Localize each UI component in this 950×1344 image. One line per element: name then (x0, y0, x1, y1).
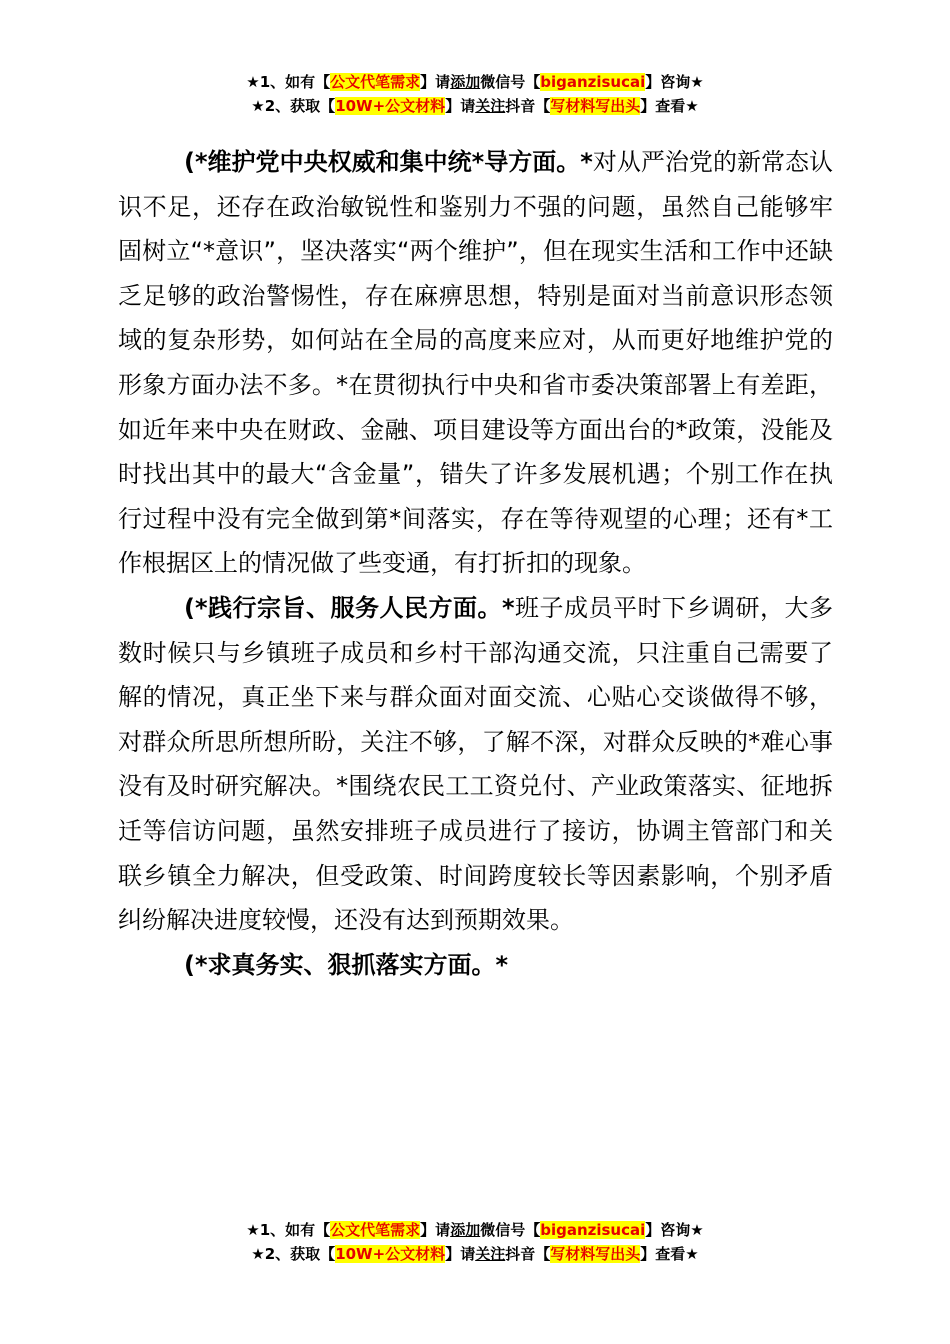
promo-line-2-highlight-douyin: 写材料写出头 (550, 1245, 641, 1263)
paragraph-serve-people (118, 586, 833, 943)
paragraph-heading: (*践行宗旨、服务人民方面。* (184, 593, 515, 622)
promo-line-2-text-2: 抖音【 (505, 1245, 551, 1263)
paragraph-authority (118, 140, 833, 586)
paragraph-text: 班子成员平时下乡调研，大多数时候只与乡镇班子成员和乡村干部沟通交流，只注重自己需要了解的情况，真正坐下来与群众面对面交流、心贴心交谈做得不够，对群众所思所想所盼，关注不够，了解不深，对群众反映的*难心事没有及时研究解决。*围绕农民工工资兑付、产业政策落实、征地拆迁等信访问题，虽然安排班子成员进行了接访，协调主管部门和关联乡镇全力解决，但受政策、时间跨度较长等因素影响，个别矛盾纠纷解决进度较慢，还没有达到预期效果。 (118, 593, 833, 935)
promo-line-1-highlight-service: 公文代笔需求 (330, 1221, 421, 1239)
promo-line-1-text-2: 微信号【 (480, 73, 541, 91)
promo-line-2 (0, 94, 950, 118)
promo-line-2-prefix: ★2、获取【 (251, 97, 336, 115)
promo-line-2-underlined: 关注 (475, 1245, 506, 1263)
promo-line-1 (0, 1218, 950, 1242)
promo-line-2-highlight-materials: 10W+公文材料 (335, 97, 446, 115)
promo-line-2-highlight-materials: 10W+公文材料 (335, 1245, 446, 1263)
promo-line-1-suffix: 】咨询★ (645, 73, 704, 91)
promo-line-2 (0, 1242, 950, 1266)
promo-line-1-suffix: 】咨询★ (645, 1221, 704, 1239)
promo-line-1-text: 】请 (420, 1221, 451, 1239)
paragraph-text: 对从严治党的新常态认识不足，还存在政治敏锐性和鉴别力不强的问题，虽然自己能够牢固树立“*意识”，坚决落实“两个维护”，但在现实生活和工作中还缺乏足够的政治警惕性，存在麻痹思想，特别是面对当前意识形态领域的复杂形势，如何站在全局的高度来应对，从而更好地维护党的形象方面办法不多。*在贯彻执行中央和省市委决策部署上有差距，如近年来中央在财政、金融、项目建设等方面出台的*政策，没能及时找出其中的最大“含金量”，错失了许多发展机遇；个别工作在执行过程中没有完全做到第*间落实，存在等待观望的心理；还有*工作根据区上的情况做了些变通，有打折扣的现象。 (118, 148, 833, 578)
promo-line-1-prefix: ★1、如有【 (246, 1221, 331, 1239)
promo-line-1-text-2: 微信号【 (480, 1221, 541, 1239)
header-promo-banner (0, 70, 950, 118)
promo-line-1-prefix: ★1、如有【 (246, 73, 331, 91)
promo-line-2-text: 】请 (445, 97, 476, 115)
promo-line-1-text: 】请 (420, 73, 451, 91)
promo-line-2-suffix: 】查看★ (640, 1245, 699, 1263)
paragraph-heading: (*维护党中央权威和集中统*导方面。* (184, 148, 593, 176)
promo-line-1 (0, 70, 950, 94)
promo-line-2-prefix: ★2、获取【 (251, 1245, 336, 1263)
paragraph-implementation (118, 943, 833, 988)
promo-line-1-highlight-wechat: biganzisucai (540, 1221, 646, 1239)
promo-line-2-underlined: 关注 (475, 97, 506, 115)
promo-line-2-suffix: 】查看★ (640, 97, 699, 115)
promo-line-2-text-2: 抖音【 (505, 97, 551, 115)
paragraph-heading: (*求真务实、狠抓落实方面。* (184, 950, 509, 979)
promo-line-1-underlined: 添加 (450, 1221, 481, 1239)
promo-line-1-highlight-wechat: biganzisucai (540, 73, 646, 91)
footer-promo-banner (0, 1218, 950, 1266)
promo-line-1-underlined: 添加 (450, 73, 481, 91)
promo-line-2-text: 】请 (445, 1245, 476, 1263)
document-body (118, 140, 833, 987)
promo-line-1-highlight-service: 公文代笔需求 (330, 73, 421, 91)
promo-line-2-highlight-douyin: 写材料写出头 (550, 97, 641, 115)
